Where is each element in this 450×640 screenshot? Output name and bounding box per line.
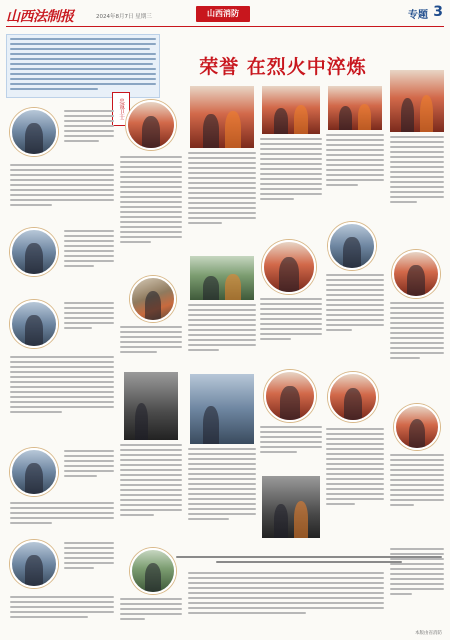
- portrait-photo: [130, 276, 176, 322]
- article-text: [188, 572, 384, 632]
- fire-scene-photo: [190, 86, 254, 148]
- article-text: [64, 450, 114, 500]
- article-text: [326, 428, 384, 548]
- article-text: [120, 598, 182, 632]
- article-text: [390, 548, 444, 628]
- article-text: [188, 448, 256, 552]
- portrait-photo: [10, 448, 58, 496]
- article-text: [10, 164, 114, 224]
- article-text: [326, 134, 384, 218]
- article-text: [260, 138, 322, 232]
- article-text: [64, 110, 114, 160]
- header-rule: [6, 26, 444, 27]
- rescue-photo: [190, 256, 254, 300]
- feature-headline: 荣誉 在烈火中淬炼: [199, 56, 367, 78]
- editor-credit: 本版由省消防: [415, 631, 442, 636]
- portrait-photo: [10, 228, 58, 276]
- portrait-photo: [10, 108, 58, 156]
- page-number: 3: [433, 4, 443, 20]
- fire-scene-photo: [262, 86, 320, 134]
- article-text: [120, 444, 182, 544]
- intro-box: [6, 34, 160, 98]
- article-text: [188, 304, 256, 370]
- portrait-photo: [264, 370, 316, 422]
- portrait-photo: [10, 540, 58, 588]
- article-text: [10, 596, 114, 632]
- portrait-photo: [262, 240, 316, 294]
- article-text: [64, 230, 114, 290]
- article-text: [260, 426, 322, 472]
- portrait-photo: [328, 372, 378, 422]
- portrait-photo: [394, 404, 440, 450]
- portrait-photo: [328, 222, 376, 270]
- fire-scene-photo: [124, 372, 178, 440]
- issue-date: 2024年8月7日 星期三: [96, 14, 152, 20]
- portrait-photo: [130, 548, 176, 594]
- article-text: [64, 302, 114, 352]
- article-text: [390, 136, 444, 246]
- article-text: [326, 274, 384, 364]
- page-topic: 专题: [408, 10, 428, 21]
- section-tag: 山西消防: [196, 6, 250, 22]
- article-text: [10, 356, 114, 440]
- portrait-photo: [10, 300, 58, 348]
- article-text: [390, 454, 444, 544]
- fire-scene-photo: [390, 70, 444, 132]
- newspaper-logo: 山西法制报: [6, 9, 74, 25]
- fire-scene-photo: [262, 476, 320, 538]
- article-text: [120, 326, 182, 366]
- side-label: 忠诚卫士: [112, 92, 130, 126]
- masthead: [0, 0, 450, 36]
- article-text: [390, 302, 444, 402]
- article-text: [120, 156, 182, 276]
- article-text: [10, 502, 114, 536]
- portrait-photo: [126, 100, 176, 150]
- rescue-photo: [328, 86, 382, 130]
- article-text: [64, 542, 114, 592]
- city-photo: [190, 374, 254, 444]
- portrait-photo: [392, 250, 440, 298]
- article-text: [188, 152, 256, 252]
- article-text: [260, 298, 322, 362]
